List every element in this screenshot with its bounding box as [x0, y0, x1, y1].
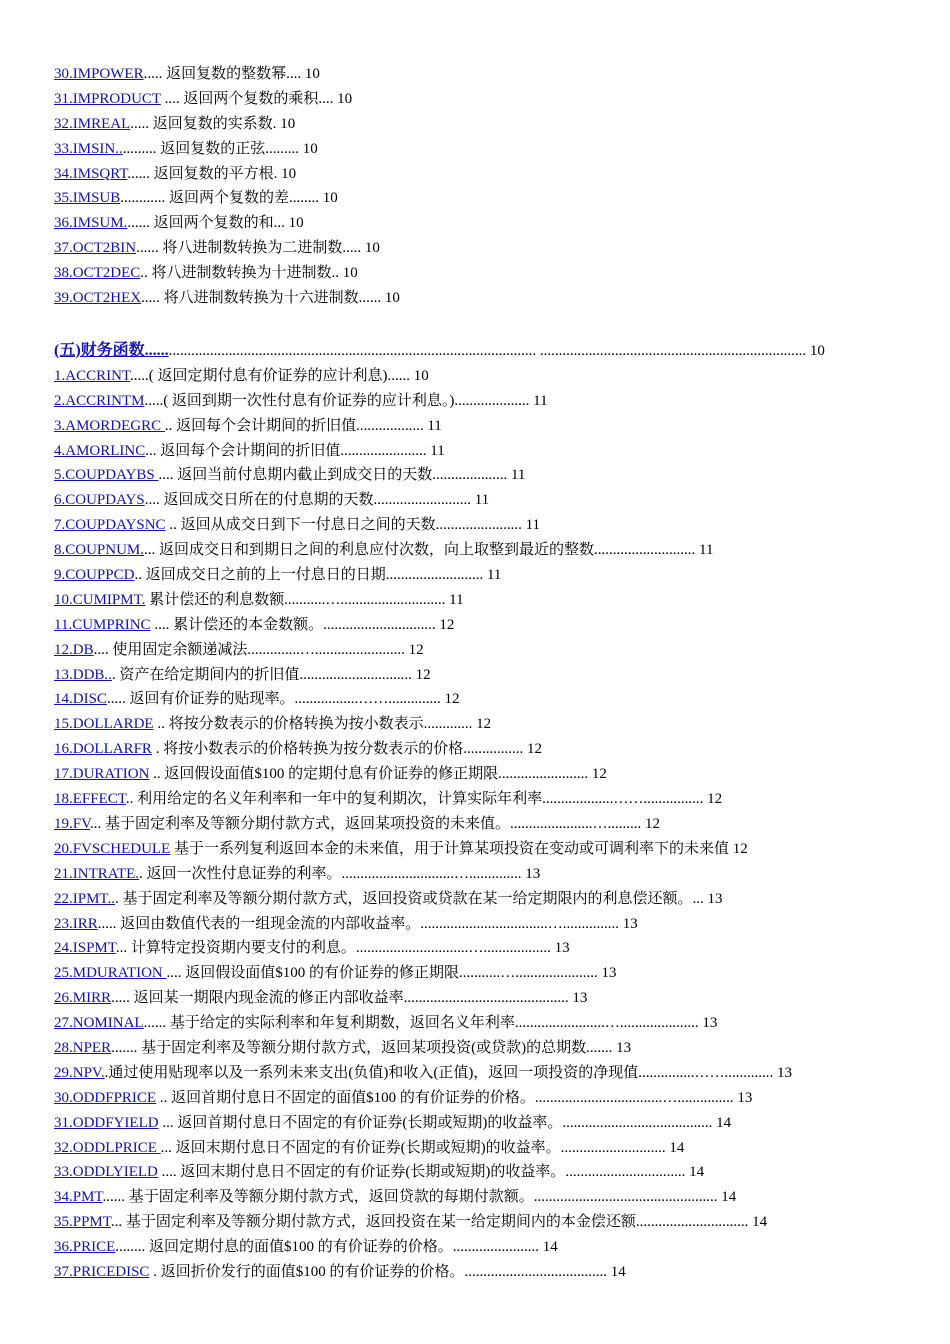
toc-entry-description: .. 返回每个会计期间的折旧值.................. 11 [164, 417, 442, 434]
toc-entry-description: .. 利用给定的名义年利率和一年中的复利期次，计算实际年利率...................……................ 12 [125, 791, 723, 808]
toc-entry-description: ... 基于固定利率及等额分期付款方式，返回某项投资的未来值。......................…......... 12 [90, 815, 661, 832]
toc-entry-link[interactable]: 29.NPV. [54, 1064, 105, 1081]
toc-entry-link[interactable]: 1.ACCRINT [54, 367, 130, 384]
toc-entry-description: ....... 基于固定利率及等额分期付款方式，返回某项投资(或贷款)的总期数....... 13 [111, 1039, 632, 1056]
toc-entry [54, 538, 904, 563]
toc-entry-description: .. 将按分数表示的价格转换为按小数表示............. 12 [153, 716, 492, 733]
toc-entry [54, 588, 904, 613]
toc-entry-link[interactable]: 26.MIRR [54, 990, 112, 1007]
toc-entry-description: ..... 返回某一期限内现金流的修正内部收益率............................................ 13 [111, 990, 588, 1007]
toc-entry-description: ...... 基于固定利率及等额分期付款方式，返回贷款的每期付款额。................................................. 14 [102, 1189, 737, 1206]
toc-entry-link[interactable]: 21.INTRATE. [54, 865, 139, 882]
toc-entry-description: ..... 返回复数的整数幂.... 10 [143, 66, 320, 82]
toc-entry [54, 211, 904, 236]
toc-entry [54, 286, 904, 311]
toc-entry-description: .... 返回假设面值$100 的有价证券的修正期限...........…...................... 13 [166, 965, 617, 982]
toc-entry [54, 712, 904, 737]
toc-entry-description: 基于一系列复利返回本金的未来值，用于计算某项投资在变动或可调利率下的未来值 12 [170, 840, 748, 857]
toc-entry-description: ..... 返回有价证券的贴现率。.................…….............. 12 [106, 691, 460, 708]
toc-entry [54, 613, 904, 638]
toc-entry [54, 1260, 904, 1285]
toc-entry-link[interactable]: 4.AMORLINC [54, 442, 146, 459]
toc-entry-link[interactable]: 9.COUPPCD [54, 567, 135, 584]
toc-entry [54, 912, 904, 937]
toc-entry [54, 1210, 904, 1235]
toc-entry [54, 663, 904, 688]
toc-entry-link[interactable]: 31.ODDFYIELD [54, 1114, 159, 1131]
toc-entry-link[interactable]: 24.ISPMT [54, 940, 116, 957]
toc-entry-link[interactable]: 3.AMORDEGRC [54, 417, 165, 434]
toc-entry-link[interactable]: 37.PRICEDISC [54, 1263, 150, 1280]
toc-entry [54, 87, 904, 112]
toc-entry [54, 261, 904, 286]
toc-section-complex-functions [54, 62, 904, 311]
toc-entry-link[interactable]: 35.IMSUB [54, 190, 121, 207]
toc-entry [54, 862, 904, 887]
toc-entry [54, 414, 904, 439]
toc-entry [54, 812, 904, 837]
toc-entry [54, 364, 904, 389]
section-heading-link[interactable]: (五)财务函数...... [54, 341, 169, 359]
toc-entry-link[interactable]: 6.COUPDAYS [54, 492, 145, 509]
toc-entry-description: ... 返回首期付息日不固定的有价证券(长期或短期)的收益率。........................................ 14 [158, 1114, 732, 1131]
toc-entry [54, 638, 904, 663]
toc-entry-description: .... 返回两个复数的乘积.... 10 [160, 90, 353, 107]
toc-entry-link[interactable]: 7.COUPDAYSNC [54, 517, 166, 534]
toc-entry [54, 137, 904, 162]
toc-entry [54, 961, 904, 986]
toc-entry-description: .. 返回假设面值$100 的定期付息有价证券的修正期限........................ 12 [149, 766, 607, 783]
toc-entry-description: .... 返回成交日所在的付息期的天数.......................... 11 [144, 492, 490, 509]
toc-entry-link[interactable]: 37.OCT2BIN [54, 240, 137, 257]
toc-entry [54, 236, 904, 261]
toc-entry-description: .. 返回从成交日到下一付息日之间的天数....................... 11 [165, 517, 541, 534]
toc-entry-link[interactable]: 8.COUPNUM. [54, 542, 145, 559]
toc-entry-description: ... 基于固定利率及等额分期付款方式，返回投资在某一给定期间内的本金偿还额.............................. 14 [110, 1214, 768, 1231]
toc-entry-link[interactable]: 36.IMSUM. [54, 215, 128, 232]
toc-entry-link[interactable]: 36.PRICE [54, 1239, 116, 1256]
toc-entry [54, 887, 904, 912]
toc-entry-description: .....( 返回到期一次性付息有价证券的应计利息。).................... 11 [144, 392, 548, 409]
toc-entry-description: . 资产在给定期间内的折旧值.............................. 12 [111, 666, 431, 683]
toc-entry-link[interactable]: 22.IPMT.. [54, 890, 115, 907]
toc-entry-description: . 返回一次性付息证券的利率。..............................….............. 13 [139, 865, 541, 882]
toc-entry-description: ..... 返回由数值代表的一组现金流的内部收益率。..................................…............... 13 [97, 915, 638, 932]
toc-entry [54, 389, 904, 414]
toc-entry [54, 1136, 904, 1161]
toc-entry-link[interactable]: 15.DOLLARDE [54, 716, 154, 733]
toc-entry [54, 986, 904, 1011]
toc-entry-description: .....( 返回定期付息有价证券的应计利息)...... 10 [129, 367, 429, 384]
toc-entry-link[interactable]: 30.IMPOWER [54, 66, 144, 82]
toc-entry-description: 累计偿还的利息数额...........…............................ 11 [145, 591, 464, 608]
toc-entry [54, 1160, 904, 1185]
toc-entry-link[interactable]: 16.DOLLARFR [54, 741, 152, 758]
toc-entry-description: .... 使用固定余额递减法..............…........................ 12 [93, 641, 424, 658]
toc-entry-link[interactable]: 31.IMPRODUCT [54, 90, 161, 107]
section-heading [54, 338, 904, 364]
toc-entry [54, 1235, 904, 1260]
toc-entry-link[interactable]: 14.DISC [54, 691, 107, 708]
toc-entry [54, 1061, 904, 1086]
toc-entry-description: ......... 返回复数的正弦......... 10 [122, 140, 318, 157]
toc-entry-description: .... 累计偿还的本金数额。.............................. 12 [150, 616, 455, 633]
toc-entry-link[interactable]: 23.IRR [54, 915, 98, 932]
toc-entry-link[interactable]: 32.IMREAL [54, 115, 131, 132]
toc-entry [54, 837, 904, 862]
toc-entry-link[interactable]: 18.EFFECT [54, 791, 126, 808]
toc-entry-description: ... 返回成交日和到期日之间的利息应付次数，向上取整到最近的整数........................... 11 [144, 542, 714, 559]
toc-entry-link[interactable]: 33.ODDLYIELD [54, 1164, 158, 1181]
toc-entry-description: ...... 基于给定的实际利率和年复利期数，返回名义年利率........................…..................... 13 [143, 1015, 718, 1032]
toc-entry [54, 1036, 904, 1061]
toc-entry-link[interactable]: 12.DB [54, 641, 94, 658]
toc-entry-link[interactable]: 34.PMT [54, 1189, 103, 1206]
toc-entry [54, 463, 904, 488]
toc-entry-link[interactable]: 30.ODDFPRICE [54, 1089, 157, 1106]
toc-entry [54, 936, 904, 961]
toc-entry [54, 488, 904, 513]
toc-entry-description: ...... 返回两个复数的和... 10 [127, 215, 304, 232]
toc-entry-description: ... 计算特定投资期内要支付的利息。..............................….................. 13 [115, 940, 570, 957]
toc-entry-link[interactable]: 5.COUPDAYBS [54, 467, 159, 484]
toc-entry-link[interactable]: 11.CUMPRINC [54, 616, 151, 633]
toc-entry-description: .... 返回末期付息日不固定的有价证券(长期或短期)的收益率。................................ 14 [157, 1164, 705, 1181]
toc-entry-link[interactable]: 10.CUMIPMT. [54, 591, 146, 608]
toc-entry-description: .... 返回当前付息期内截止到成交日的天数.................... 11 [158, 467, 526, 484]
toc-entry-link[interactable]: 38.OCT2DEC [54, 265, 141, 282]
toc-entry-link[interactable]: 32.ODDLPRICE [54, 1139, 161, 1156]
toc-entry-link[interactable]: 35.PPMT [54, 1214, 111, 1231]
toc-entry-description: ...... 返回复数的平方根. 10 [127, 165, 297, 182]
toc-entry-link[interactable]: 25.MDURATION [54, 965, 167, 982]
toc-entry-link[interactable]: 2.ACCRINTM [54, 392, 145, 409]
toc-entry [54, 737, 904, 762]
toc-entry-link[interactable]: 39.OCT2HEX [54, 290, 142, 307]
toc-entry-description: . 返回折价发行的面值$100 的有价证券的价格。...................................... 14 [149, 1263, 626, 1280]
toc-entry-link[interactable]: 34.IMSQRT [54, 165, 128, 182]
toc-entry [54, 162, 904, 187]
toc-entry [54, 1086, 904, 1111]
toc-entry-link[interactable]: 19.FV [54, 815, 90, 832]
toc-entry-description: .. 将八进制数转换为十进制数.. 10 [140, 265, 358, 282]
toc-entry [54, 762, 904, 787]
toc-entry-description: ...... 将八进制数转换为二进制数..... 10 [136, 240, 380, 257]
toc-entry-description: ............ 返回两个复数的差........ 10 [120, 190, 338, 207]
toc-entry [54, 112, 904, 137]
toc-entry [54, 1011, 904, 1036]
toc-entry-link[interactable]: 28.NPER [54, 1039, 112, 1056]
toc-entry-description: . 将按小数表示的价格转换为按分数表示的价格................ 12 [151, 741, 542, 758]
toc-entry [54, 186, 904, 211]
section-spacer [54, 311, 904, 338]
toc-entry-link[interactable]: 20.FVSCHEDULE [54, 840, 171, 857]
toc-entry-description: ..... 返回复数的实系数. 10 [130, 115, 296, 132]
toc-entry-description: ... 返回末期付息日不固定的有价证券(长期或短期)的收益率。............................ 14 [160, 1139, 685, 1156]
toc-entry-link[interactable]: 33.IMSIN.. [54, 140, 123, 157]
toc-entry-description: ... 返回每个会计期间的折旧值....................... 11 [145, 442, 445, 459]
toc-entry-description: .. 返回首期付息日不固定的面值$100 的有价证券的价格。..................................…............... 13 [156, 1089, 753, 1106]
toc-entry-description: . 基于固定利率及等额分期付款方式，返回投资或贷款在某一给定期限内的利息偿还额。... 13 [114, 890, 723, 907]
toc-entry [54, 563, 904, 588]
toc-entry [54, 1185, 904, 1210]
toc-entry-link[interactable]: 27.NOMINAL [54, 1015, 144, 1032]
toc-entry-description: .. 返回成交日之前的上一付息日的日期.......................... 11 [134, 567, 502, 584]
section-heading-leader: .................................................................................................. ....................................................................... 10 [168, 342, 825, 359]
toc-entry-link[interactable]: 17.DURATION [54, 766, 150, 783]
toc-entry [54, 513, 904, 538]
toc-entry [54, 687, 904, 712]
table-of-contents [54, 62, 904, 1285]
toc-entry-link[interactable]: 13.DDB.. [54, 666, 112, 683]
toc-entry [54, 439, 904, 464]
toc-entry-description: ........ 返回定期付息的面值$100 的有价证券的价格。....................... 14 [115, 1239, 558, 1256]
toc-entry-description: ..... 将八进制数转换为十六进制数...... 10 [141, 290, 400, 307]
toc-entry [54, 62, 904, 87]
toc-section-financial-functions [54, 364, 904, 1285]
toc-entry [54, 1111, 904, 1136]
toc-entry-description: .通过使用贴现率以及一系列未来支出(负值)和收入(正值)，返回一项投资的净现值...............……............. 13 [104, 1064, 793, 1081]
toc-entry [54, 787, 904, 812]
